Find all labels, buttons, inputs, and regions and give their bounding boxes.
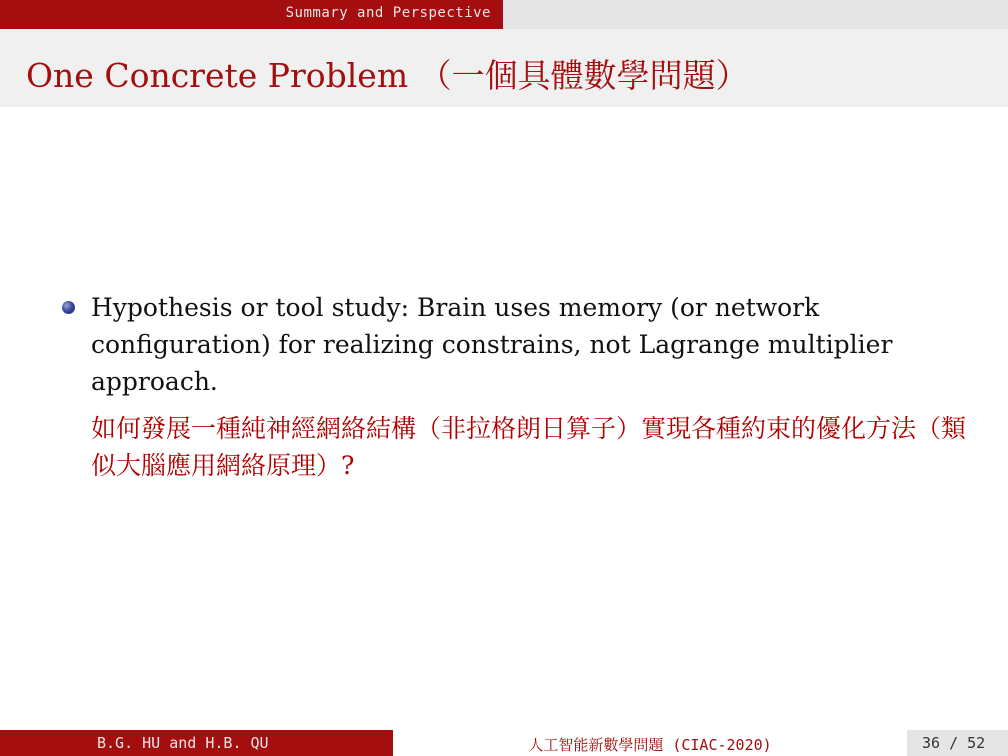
section-bar-filler — [503, 0, 1008, 29]
section-label-band — [0, 0, 503, 29]
frame-title-band — [0, 29, 1008, 107]
section-navigation-bar — [0, 0, 1008, 29]
bullet-item — [91, 289, 981, 484]
frame-title: One Concrete Problem （一個具體數學問題） — [26, 56, 749, 95]
bullet-text-english: Hypothesis or tool study: Brain uses memory (or network configuration) for realizing constrains, not Lagrange multiplier approach. — [91, 293, 893, 396]
footer-talk-band — [393, 730, 907, 756]
footer-authors: B.G. HU and H.B. QU — [97, 734, 269, 752]
footer-authors-band — [0, 730, 393, 756]
page-number: 36 / 52 — [922, 734, 986, 752]
slide-content — [0, 107, 1008, 730]
bullet-ball-icon — [62, 301, 75, 314]
slide-footer — [0, 730, 1008, 756]
footer-talk-title: 人工智能新數學問題 (CIAC-2020) — [528, 736, 772, 754]
footer-page-band — [907, 730, 1008, 756]
section-label[interactable]: Summary and Perspective — [285, 5, 491, 21]
bullet-text-chinese: 如何發展一種純神經網絡結構（非拉格朗日算子）實現各種約束的優化方法（類似大腦應用網絡原理）? — [91, 414, 967, 480]
